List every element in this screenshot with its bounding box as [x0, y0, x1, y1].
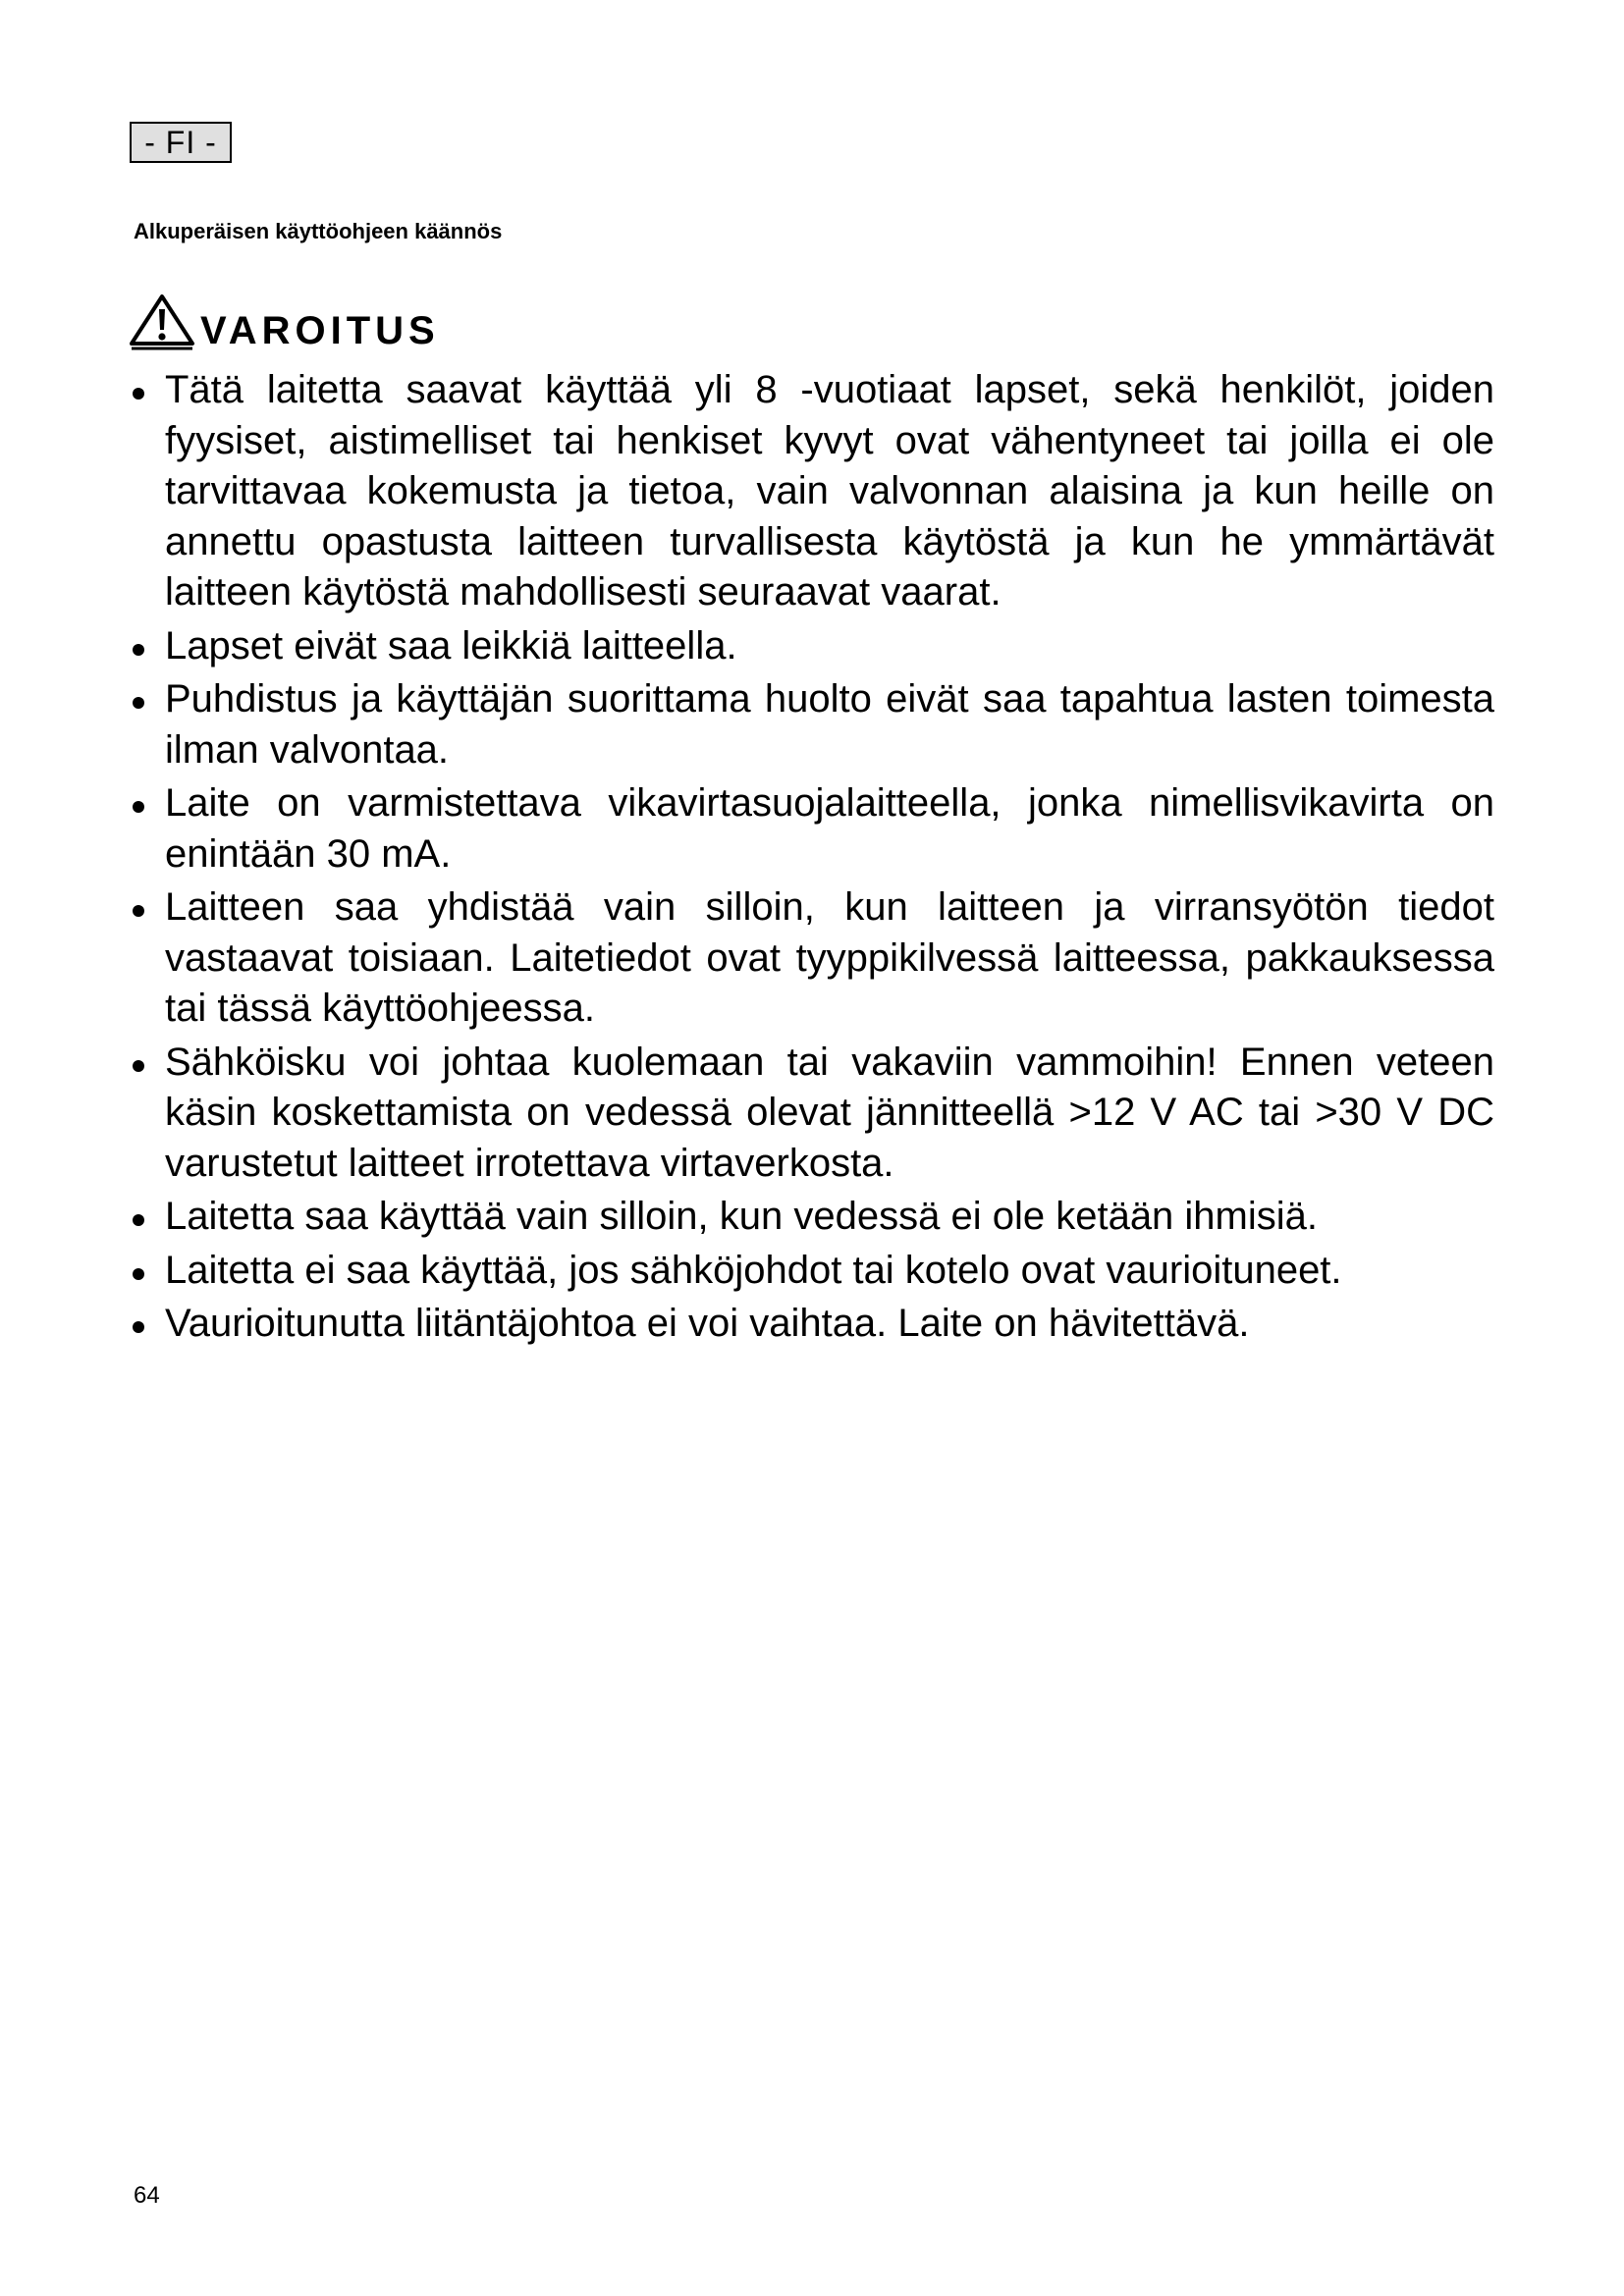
warning-list [130, 365, 1494, 1353]
warning-triangle-icon [128, 293, 196, 351]
page-number: 64 [134, 2182, 160, 2209]
warning-item: Lapset eivät saa leikkiä laitteella. [130, 621, 1494, 672]
warning-item: Laitetta saa käyttää vain silloin, kun vedessä ei ole ketään ihmisiä. [130, 1192, 1494, 1243]
warning-item: Sähköisku voi johtaa kuolemaan tai vakaviin vammoihin! Ennen veteen käsin koskettamista on vedessä olevat jännitteellä >12 V AC tai >30 V DC varustetut laitteet irrotettava virtaverkosta. [130, 1038, 1494, 1190]
warning-item: Laitteen saa yhdistää vain silloin, kun laitteen ja virransyötön tiedot vastaavat toisiaan. Laitetiedot ovat tyyppikilvessä laitteessa, pakkauksessa tai tässä käyttöohjeessa. [130, 882, 1494, 1035]
warning-title: VAROITUS [200, 309, 440, 352]
warning-item: Tätä laitetta saavat käyttää yli 8 -vuotiaat lapset, sekä henkilöt, joiden fyysiset, aistimelliset tai henkiset kyvyt ovat vähentyneet tai joilla ei ole tarvittavaa kokemusta ja tietoa, vain valvonnan alaisina ja kun heille on annettu opastusta laitteen turvallisesta käytöstä ja kun he ymmärtävät laitteen käytöstä mahdollisesti seuraavat vaarat. [130, 365, 1494, 618]
warning-item: Laitetta ei saa käyttää, jos sähköjohdot tai kotelo ovat vaurioituneet. [130, 1246, 1494, 1297]
warning-item: Laite on varmistettava vikavirtasuojalaitteella, jonka nimellisvikavirta on enintään 30 mA. [130, 778, 1494, 880]
warning-item: Puhdistus ja käyttäjän suorittama huolto eivät saa tapahtua lasten toimesta ilman valvontaa. [130, 674, 1494, 775]
language-tag: - FI - [130, 122, 232, 163]
warning-heading [128, 291, 440, 351]
document-subtitle: Alkuperäisen käyttöohjeen käännös [134, 219, 503, 243]
warning-item: Vaurioitunutta liitäntäjohtoa ei voi vaihtaa. Laite on hävitettävä. [130, 1299, 1494, 1350]
